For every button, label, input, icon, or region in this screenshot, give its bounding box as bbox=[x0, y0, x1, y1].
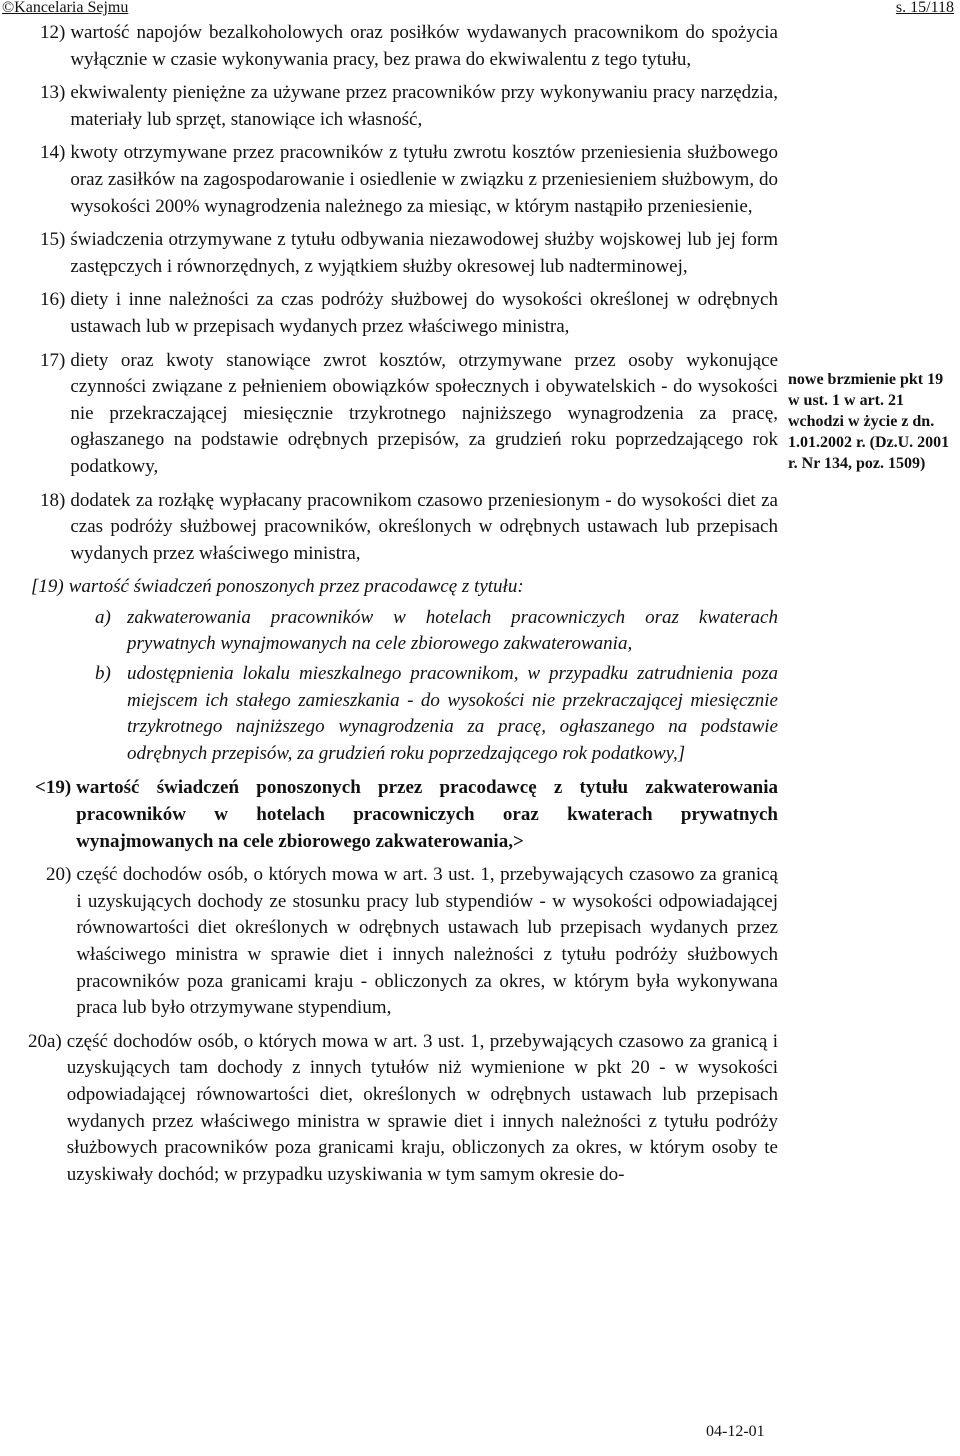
item-number: 18) bbox=[40, 489, 66, 511]
item-number: 13) bbox=[40, 82, 66, 104]
sublist-item-b bbox=[95, 661, 778, 767]
list-item-15 bbox=[40, 227, 778, 280]
header-copyright: ©Kancelaria Sejmu bbox=[2, 0, 129, 16]
subitem-letter: b) bbox=[95, 663, 111, 685]
list-item-19-new bbox=[35, 775, 778, 855]
item-text: dodatek za rozłąkę wypłacany pracownikom czasowo przeniesionym - do wysokości diet za czas podróży służbowej pracowników, określonych w odrębnych ustawach lub przepisach wydanych przez właściwego ministra, bbox=[70, 489, 778, 564]
page-number: s. 15/118 bbox=[895, 0, 954, 16]
sublist-item-a bbox=[95, 605, 778, 658]
item-text: część dochodów osób, o których mowa w art. 3 ust. 1, przebywających czasowo za granicą i uzyskujących tam dochody z innych tytułów niż wymienione w pkt 20 - w wysokości odpowiadającej równowartości diet, określonych w odrębnych ustawach lub przepisach wydanych przez właściwego ministra w sprawie diet i innych należności z tytułu podróży służbowych pracowników poza granicami kraju, obliczonych za okres, w którym osoby te uzyskiwały dochód; w przypadku uzyskiwania w tym samym okresie do- bbox=[66, 1030, 778, 1185]
item-number: 17) bbox=[40, 349, 66, 371]
item-number: 14) bbox=[40, 142, 66, 164]
item-text: wartość świadczeń ponoszonych przez pracodawcę z tytułu zakwaterowania pracowników w hotelach pracowniczych oraz kwaterach prywatnych wynajmowanych na cele zbiorowego zakwaterowania,> bbox=[76, 777, 778, 852]
item-number: 15) bbox=[40, 229, 66, 251]
item-text: część dochodów osób, o których mowa w art. 3 ust. 1, przebywających czasowo za granicą i uzyskujących dochody ze stosunku pracy lub stypendiów - w wysokości odpowiadającej równowartości diet określonych w odrębnych ustawach lub przepisach wydanych przez właściwego ministra w sprawie diet i innych należności z tytułu podróży służbowych pracowników poza granicami kraju - obliczonych za okres, w którym była wykonywana praca lub było otrzymywane stypendium, bbox=[76, 864, 778, 1019]
page-header bbox=[0, 0, 960, 18]
page-footer-date: 04-12-01 bbox=[706, 1423, 765, 1440]
item-text: diety i inne należności za czas podróży służbowej do wysokości określonej w odrębnych ustawach lub w przepisach wydanych przez właściwego ministra, bbox=[70, 289, 778, 337]
list-item-14 bbox=[40, 140, 778, 220]
list-item-20a bbox=[28, 1029, 778, 1189]
item-text: diety oraz kwoty stanowiące zwrot kosztów, otrzymywane przez osoby wykonujące czynności związane z pełnieniem obowiązków społecznych i obywatelskich - do wysokości nie przekraczającej miesięcznie trzykrotnego najniższego wynagrodzenia za pracę, ogłaszanego na podstawie odrębnych przepisów, za grudzień roku poprzedzającego rok podatkowy, bbox=[70, 349, 778, 477]
list-item-18 bbox=[40, 488, 778, 568]
item-number: 16) bbox=[40, 289, 66, 311]
item-number: 20) bbox=[46, 864, 72, 886]
item-text: kwoty otrzymywane przez pracowników z tytułu zwrotu kosztów przeniesienia służbowego oraz zasiłków na zagospodarowanie i osiedlenie w związku z przeniesieniem służbowym, do wysokości 200% wynagrodzenia należnego za miesiąc, w którym nastąpiło przeniesienie, bbox=[70, 142, 778, 217]
document-body bbox=[28, 20, 778, 1195]
subitem-letter: a) bbox=[95, 606, 111, 628]
subitem-text: udostępnienia lokalu mieszkalnego pracownikom, w przypadku zatrudnienia poza miejscem ich stałego zamieszkania - do wysokości nie przekraczającej miesięcznie trzykrotnego najniższego wynagrodzenia za pracę, ogłaszanego na podstawie odrębnych przepisów, za grudzień roku poprzedzającego rok podatkowy,] bbox=[127, 663, 778, 764]
margin-note: nowe brzmienie pkt 19 w ust. 1 w art. 21 wchodzi w życie z dn. 1.01.2002 r. (Dz.U. 2001 r. Nr 134, poz. 1509) bbox=[788, 371, 950, 472]
item-number: 20a) bbox=[28, 1030, 62, 1052]
item-text: wartość świadczeń ponoszonych przez pracodawcę z tytułu: bbox=[68, 576, 524, 598]
list-item-13 bbox=[40, 80, 778, 133]
list-item-17 bbox=[40, 348, 778, 481]
item-number: [19) bbox=[31, 576, 64, 598]
item-text: wartość napojów bezalkoholowych oraz posiłków wydawanych pracownikom do spożycia wyłącznie w czasie wykonywania pracy, bez prawa do ekwiwalentu z tego tytułu, bbox=[70, 22, 778, 70]
item-text: ekwiwalenty pieniężne za używane przez pracowników przy wykonywaniu pracy narzędzia, materiały lub sprzęt, stanowiące ich własność, bbox=[70, 82, 778, 130]
list-item-12 bbox=[40, 20, 778, 73]
list-item-19-old bbox=[31, 574, 778, 601]
sublist-19-old bbox=[40, 605, 778, 768]
list-item-16 bbox=[40, 287, 778, 340]
item-number: <19) bbox=[35, 777, 72, 799]
item-text: świadczenia otrzymywane z tytułu odbywania niezawodowej służby wojskowej lub jej form zastępczych i równorzędnych, z wyjątkiem służby okresowej lub nadterminowej, bbox=[70, 229, 778, 277]
subitem-text: zakwaterowania pracowników w hotelach pracowniczych oraz kwaterach prywatnych wynajmowanych na cele zbiorowego zakwaterowania, bbox=[127, 606, 778, 655]
item-number: 12) bbox=[40, 22, 66, 43]
list-item-20 bbox=[40, 862, 778, 1022]
